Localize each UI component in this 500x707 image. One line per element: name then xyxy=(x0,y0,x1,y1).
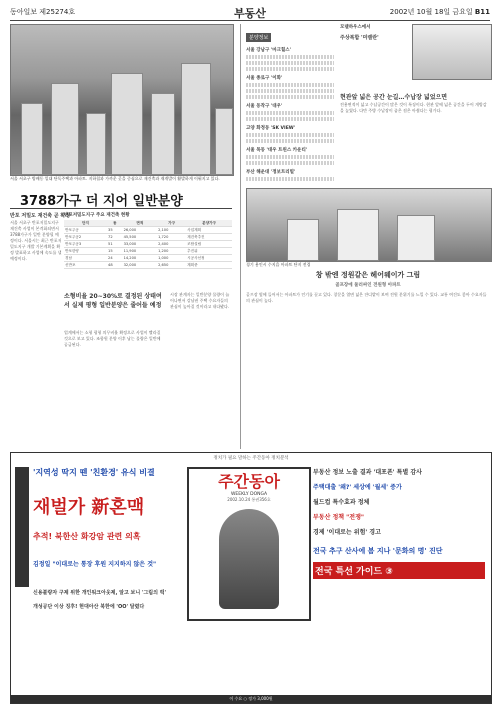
sub-title: 반포 저밀도 재건축 곧 확정 xyxy=(10,213,71,219)
ad-right-item: 부동산 정보 노출 결과 '대포폰' 특별 감사 xyxy=(313,469,422,476)
column-label: 모델하우스에서 xyxy=(340,25,371,30)
ad-footer: 이 수요 ○ 정가 3,000원 xyxy=(11,695,491,703)
table-row: 반포주공2 72 45,500 1,720 재건축추진 xyxy=(64,234,232,241)
article-head: 현관앞 넓은 공간 눈길…수납장 넓었으면 xyxy=(340,94,448,101)
magazine-ad xyxy=(10,452,492,704)
col-header: 분양가구 xyxy=(186,220,232,227)
body-text-3: 시장 관계자는 일반분양 물량이 늘어나면서 강남권 주택 수요자들의 관심이 높아질 것이라고 내다봤다. xyxy=(170,292,230,309)
main-headline: 3788가구 더 지어 일반분양 xyxy=(20,194,183,209)
section-name: 부동산 xyxy=(234,7,266,20)
model-house-box xyxy=(340,24,490,90)
issue-number: 2002.10.24 통권356호 xyxy=(227,497,271,502)
listing-item-title: 부산 해운대 '정보트리빌' xyxy=(246,170,296,175)
col-header: 단지 xyxy=(64,220,107,227)
table-row: 경남 24 14,200 1,000 시공사선정 xyxy=(64,255,232,262)
feature-headline: 창 밖엔 정원같은 헤어웨이가 그림 xyxy=(315,271,421,279)
magazine-title: 주간동아 xyxy=(218,472,280,491)
feature-subhead: 골프장에 둘러싸인 전원형 아파트 xyxy=(335,283,401,288)
redevelopment-table xyxy=(64,212,232,269)
magazine-subtitle: WEEKLY DONGA xyxy=(230,492,268,497)
ad-right-item: 주택대출 '왜?' 세상에 '월세' 증가 xyxy=(313,484,402,491)
paper-name: 동아일보 xyxy=(10,8,38,16)
ad-banner: 정치가 필요 말하는 주간동아 정치분석 xyxy=(213,456,289,461)
ad-lead-2: 재벌가 新혼맥 xyxy=(33,497,145,518)
reporter-photo xyxy=(412,24,492,80)
body-text-2: 업계에서는 소형 평형 의무비율 확정으로 사업이 빨라질 것으로 보고 있다. 조합원 분양 이후 남는 물량은 일반에 공급된다. xyxy=(64,330,161,347)
feature-body: 골프장 옆에 들어서는 아파트가 인기를 끌고 있다. 창문을 열면 넓은 잔디밭이 보여 전원 분위기를 느낄 수 있다. 교통 여건도 좋아 수요자들의 관심이 높다. xyxy=(246,292,487,303)
listing-box xyxy=(246,24,334,184)
edition: 제25274호 xyxy=(39,8,76,16)
photo-caption-2: 경기 용인시 수지읍 아파트 단지 전경 xyxy=(246,262,311,267)
page-number: B11 xyxy=(474,8,490,16)
ad-right-item: 부동산 정책 "전쟁" xyxy=(313,514,365,521)
listing-item-title: 서울 목동 '대우 트윈스 카운티' xyxy=(246,148,308,153)
ad-right-item: 경제 '이대로는 위험' 경고 xyxy=(313,529,381,536)
ad-lead-6: 개성공단 이상 징후! 현대아산 북한에 'OO' 달렸다 xyxy=(33,604,145,610)
article-body: 전용면적이 넓고 수납공간이 많은 것이 특징이다. 현관 앞에 넓은 공간을 두어 개방감을 높였다. 다만 주방 수납장이 좁은 점은 아쉽다는 평가다. xyxy=(340,102,487,113)
ad-right-item: 월드컵 특수효과 정체 xyxy=(313,499,370,506)
table-title: 반포저밀도지구 주요 재건축 현황 xyxy=(64,213,130,218)
table-row: 반포한양 15 11,900 1,200 추진위 xyxy=(64,248,232,255)
ad-lead-1: '지역성 딱지 뗀 '친환경' 유식 비결 xyxy=(33,468,155,477)
box-label: 분양정보 xyxy=(246,33,271,42)
col-header: 면적 xyxy=(123,220,157,227)
col-header: 가구 xyxy=(157,220,186,227)
magazine-cover xyxy=(187,467,311,621)
listing-item-title: 서울 동작구 '대우' xyxy=(246,104,283,109)
ad-lead-4: 김정일 "이대로는 통장 후원 지지하지 않은 것" xyxy=(33,561,157,568)
masthead xyxy=(10,4,490,21)
listing-item-title: 서울 종로구 '이화' xyxy=(246,76,283,81)
ad-right-list xyxy=(313,467,485,579)
table-row: 반포주공 35 26,000 2,100 사업계획 xyxy=(64,227,232,234)
column-title: 주상복합 '미켈란' xyxy=(340,35,379,41)
date: 2002년 10월 18일 금요일 xyxy=(389,8,473,16)
table-row: 신반포 48 32,000 2,650 계획중 xyxy=(64,262,232,269)
table-row: 반포주공3 51 33,000 2,400 조합설립 xyxy=(64,241,232,248)
listing-item-title: 고양 화정동 'SK VIEW' xyxy=(246,126,296,131)
listing-item-title: 서울 강남구 '마크힐스' xyxy=(246,48,292,53)
golf-apartment-photo xyxy=(246,188,492,262)
ad-lead-3: 추적! 북한산 화강암 관련 의혹 xyxy=(33,532,141,541)
col-header: 동 xyxy=(107,220,123,227)
ad-lead-5: 신용불량자 구제 위한 개인워크아웃제, 알고 보니 '그림의 떡' xyxy=(33,590,167,596)
photo-caption: 서울 서초구 방배동 일대 단독주택과 아파트. 지하철과 가까운 곳을 중심으로 재건축과 재개발이 활발하게 이뤄지고 있다. xyxy=(10,176,220,181)
pull-quote: 소형비율 20∼30%로 결정된 상태여서 실제 평형 일반분양은 줄어들 예정 xyxy=(64,293,162,309)
apartment-photo xyxy=(10,24,234,176)
ad-right-item: 전국 추구 산사에 봄 지나 '문화의 명' 진단 xyxy=(313,547,443,555)
body-text-1: 서울 서초구 반포저밀도지구 재건축 사업이 본격화되면서 3788가구가 일반 분양될 예정이다. 서울시는 최근 반포저밀도지구 개발 기본계획을 확정 발표하고 사업에 속도를 낼 예정이다. xyxy=(10,220,62,261)
ad-right-item: 전국 특선 가이드 ③ xyxy=(313,562,485,579)
